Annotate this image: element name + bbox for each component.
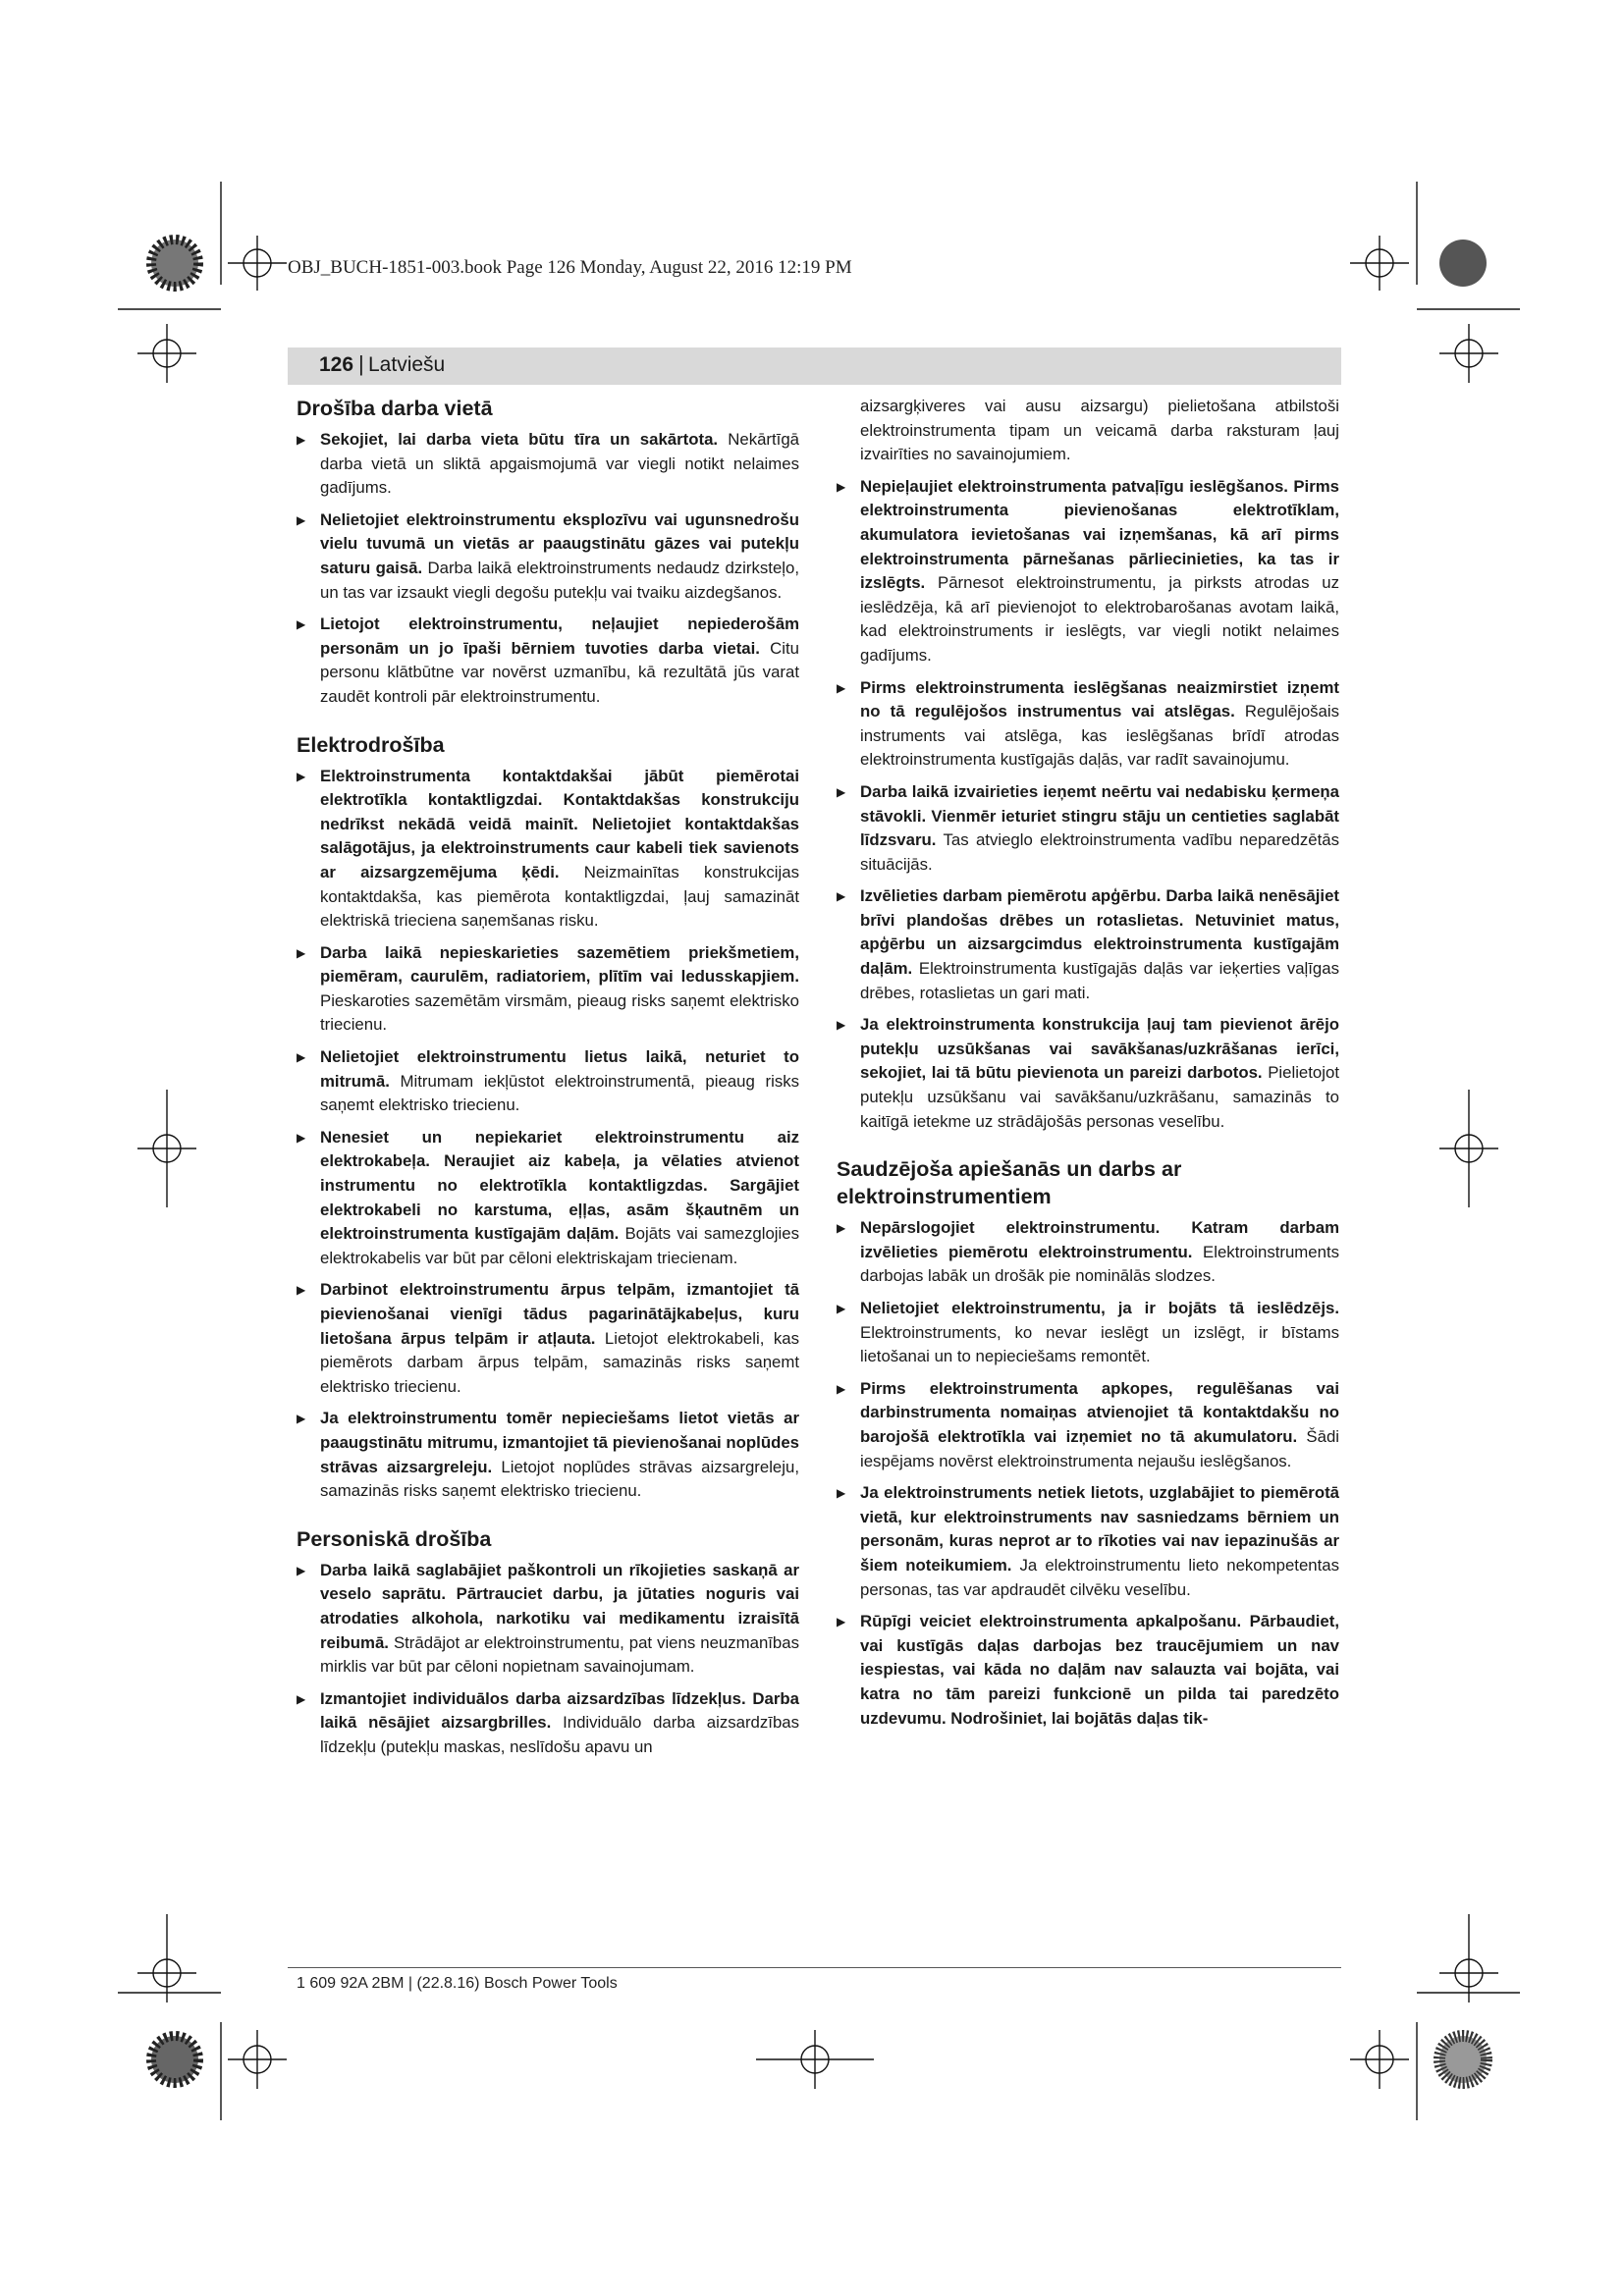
section-title: Drošība darba vietā	[297, 397, 493, 420]
item-text: Šādi iespējams novērst elektroinstrumenta nejaušu ieslēgšanos.	[860, 1426, 1340, 1470]
item-lead: Elektroinstrumenta kontaktdakšai jābūt piemērotai elektrotīkla kontaktligzdai. Kontaktdakšas konstrukciju nedrīkst nekādā veidā mainīt. Nelietojiet kontaktdakšas salāgotājus, ja elektroinstruments caur kabeli tiek savienots ar aizsargzemējuma ķēdi.	[320, 766, 799, 881]
list-item	[297, 1559, 799, 1680]
list-item	[297, 765, 799, 934]
item-lead: Nelietojiet elektroinstrumentu lietus laikā, neturiet to mitrumā.	[320, 1047, 799, 1091]
item-lead: Sekojiet, lai darba vieta būtu tīra un sakārtota.	[320, 430, 719, 449]
section-title: Elektrodrošība	[297, 732, 445, 757]
list-item	[837, 676, 1339, 773]
item-lead: Lietojot elektroinstrumentu, neļaujiet nepiederošām personām un jo īpaši bērniem tuvoties darba vietai.	[320, 614, 799, 658]
item-lead: Darba laikā izvairieties ieņemt neērtu vai nedabisku ķermeņa stāvokli. Vienmēr ieturiet stingru stāju un centieties saglabāt līdzsvaru.	[860, 781, 1339, 850]
list-item	[837, 884, 1339, 1005]
item-text: Tas atvieglo elektroinstrumenta vadību neparedzētās situācijās.	[860, 830, 1339, 874]
item-text: Ja elektroinstrumentu lieto nekompetentas personas, tas var apdraudēt cilvēku veselību.	[860, 1555, 1339, 1599]
list-item	[297, 428, 799, 501]
item-lead: Ja elektroinstruments netiek lietots, uzglabājiet to piemērotā vietā, kur elektroinstruments nav sasniedzams bērniem un personām, kuras neprot ar to rīkoties vai nav iepazinušās ar šiem noteikumiem.	[860, 1483, 1339, 1575]
item-text: Pieskaroties sazemētām virsmām, pieaug risks saņemt elektrisko triecienu.	[320, 990, 799, 1035]
list-item	[297, 1278, 799, 1399]
list-item	[297, 1126, 799, 1271]
item-text: Lietojot elektrokabeli, kas piemērots darbam ārpus telpām, samazinās risks saņemt elektrisko triecienu.	[320, 1328, 799, 1396]
list-item	[297, 1045, 799, 1118]
item-text: Nekārtīgā darba vietā un sliktā apgaismojumā var viegli notikt nelaimes gadījums.	[320, 430, 800, 498]
item-lead: Nelietojiet elektroinstrumentu eksplozīvu vai ugunsnedrošu vielu tuvumā un vietās ar paaugstinātu gāzes vai putekļu saturu gaisā.	[320, 509, 799, 577]
list-item	[297, 941, 799, 1038]
list-item	[297, 508, 799, 605]
item-lead: Nepieļaujiet elektroinstrumenta patvaļīgu ieslēgšanos. Pirms elektroinstrumenta pievienošanas elektrotīklam, akumulatora ievietošanas vai izņemšanas, kā arī pirms elektroinstrumenta pārnešanas pārliecinieties, ka tas ir izslēgts.	[860, 476, 1339, 593]
item-lead: Rūpīgi veiciet elektroinstrumenta apkalpošanu. Pārbaudiet, vai kustīgās daļas darbojas bez traucējumiem un nav iespiestas, vai kāda no daļām nav salauzta vai bojāta, vai katra no tām pareizi funkcionē un pilda tai paredzēto uzdevumu. Nodrošiniet, lai bojātās daļas tik-	[860, 1612, 1339, 1728]
item-lead: Darba laikā saglabājiet paškontroli un rīkojieties saskaņā ar veselo saprātu. Pārtrauciet darbu, ja jūtaties noguris vai atrodaties alkohola, narkotiku vai medikamentu izraisītā reibumā.	[320, 1560, 799, 1652]
item-lead: Nelietojiet elektroinstrumentu, ja ir bojāts tā ieslēdzējs.	[860, 1299, 1339, 1317]
item-text: Bojāts vai samezglojies elektrokabelis var būt par cēloni elektriskajam triecienam.	[320, 1224, 799, 1267]
item-lead: Izvēlieties darbam piemērotu apģērbu. Darba laikā nenēsājiet brīvi plandošas drēbes un rotaslietas. Netuviniet matus, apģērbu un aizsargcimdus elektroinstrumenta kustīgajām daļām.	[860, 886, 1339, 979]
item-lead: Darba laikā nepieskarieties sazemētiem priekšmetiem, piemēram, caurulēm, radiatoriem, plītīm vai ledusskapjiem.	[320, 942, 799, 987]
list-item	[297, 613, 799, 709]
list-item	[837, 1481, 1339, 1602]
header-language: Latviešu	[368, 353, 446, 376]
bullet-list	[297, 1559, 799, 1760]
section-title: Saudzējoša apiešanās un darbs ar elektroinstrumentiem	[837, 1157, 1182, 1209]
list-item	[837, 1610, 1339, 1731]
bullet-list	[297, 428, 799, 710]
header-separator: |	[358, 351, 364, 376]
item-text: Elektroinstrumenta kustīgajās daļās var ieķerties vaļīgas drēbes, rotaslietas un gari mati.	[860, 959, 1339, 1002]
list-item	[837, 1216, 1339, 1289]
list-item	[837, 1297, 1339, 1369]
bullet-list	[837, 475, 1339, 1134]
footer-rule	[288, 1967, 1341, 1968]
left-column	[297, 395, 799, 1768]
item-text: Elektroinstruments, ko nevar ieslēgt un izslēgt, ir bīstams lietošanai un to nepieciešams remontēt.	[860, 1322, 1339, 1366]
page-header	[288, 347, 1341, 385]
list-item	[837, 1013, 1339, 1134]
item-lead: Pirms elektroinstrumenta apkopes, regulēšanas vai darbinstrumenta nomaiņas atvienojiet tā kontaktdakšu no barojošā elektrotīkla vai izņemiet no tā akumulatoru.	[860, 1378, 1339, 1446]
item-text: Lietojot noplūdes strāvas aizsargreleju, samazinās risks saņemt elektrisko triecienu.	[320, 1457, 799, 1501]
item-lead: Darbinot elektroinstrumentu ārpus telpām, izmantojiet tā pievienošanai vienīgi tādus pagarinātājkabeļus, kuru lietošana ārpus telpām ir atļauta.	[320, 1280, 799, 1348]
list-item	[837, 475, 1339, 668]
section-title: Personiskā drošība	[297, 1526, 492, 1551]
item-text: Pielietojot putekļu uzsūkšanu vai savākšanu/uzkrāšanu, samazinās to kaitīgā ietekme uz strādājošās personas veselību.	[860, 1063, 1339, 1131]
item-text: Darba laikā elektroinstruments nedaudz dzirksteļo, un tas var izsaukt viegli degošu putekļu vai tvaiku aizdegšanos.	[320, 558, 800, 602]
item-lead: Nepārslogojiet elektroinstrumentu. Katram darbam izvēlieties piemērotu elektroinstrumentu.	[860, 1218, 1339, 1261]
item-text: Neizmainītas konstrukcijas kontaktdakša, kas piemērota kontaktligzdai, ļauj samazināt elektriskā trieciena saņemšanas risku.	[320, 862, 799, 931]
item-text: Elektroinstruments darbojas labāk un drošāk pie nominālās slodzes.	[860, 1242, 1340, 1286]
list-item	[297, 1407, 799, 1503]
item-lead: Izmantojiet individuālos darba aizsardzības līdzekļus. Darba laikā nēsājiet aizsargbrilles.	[320, 1688, 799, 1733]
item-text: Strādājot ar elektroinstrumentu, pat viens neuzmanības mirklis var būt par cēloni nopietnam savainojumam.	[320, 1632, 799, 1677]
item-text: Regulējošais instruments vai atslēga, kas ieslēgšanas brīdī atrodas elektroinstrumenta kustīgajās daļās, var radīt savainojumu.	[860, 702, 1340, 770]
item-lead: Pirms elektroinstrumenta ieslēgšanas neaizmirstiet izņemt no tā regulējošos instrumentus vai atslēgas.	[860, 677, 1339, 721]
bullet-list	[837, 1216, 1339, 1731]
item-text: Citu personu klātbūtne var novērst uzmanību, kā rezultātā jūs varat zaudēt kontroli pār elektroinstrumentu.	[320, 638, 800, 706]
item-lead: Nenesiet un nepiekariet elektroinstrumentu aiz elektrokabeļa. Neraujiet aiz kabeļa, ja vēlaties atvienot instrumentu no elektrotīkla kontaktligzdas. Sargājiet elektrokabeli no karstuma, eļļas, asām šķautnēm un elektroinstrumenta kustīgajām daļām.	[320, 1127, 799, 1244]
list-item	[297, 1687, 799, 1760]
print-info: OBJ_BUCH-1851-003.book Page 126 Monday, August 22, 2016 12:19 PM	[288, 257, 852, 278]
bullet-list	[297, 765, 799, 1504]
list-item	[837, 780, 1339, 877]
item-text: Pārnesot elektroinstrumentu, ja pirksts atrodas uz ieslēdzēja, kā arī pievienojot to elektrobarošanas avotam laikā, kad elektroinstruments ir ieslēgts, var viegli notikt nelaimes gadījums.	[860, 573, 1339, 665]
page-footer: 1 609 92A 2BM | (22.8.16) Bosch Power Tools	[297, 1975, 618, 1992]
item-lead: Ja elektroinstrumenta konstrukcija ļauj tam pievienot ārējo putekļu uzsūkšanas vai savākšanas/uzkrāšanas ierīci, sekojiet, lai tā būtu pievienota un pareizi darbotos.	[860, 1015, 1339, 1083]
right-column	[837, 395, 1339, 1738]
list-item	[837, 1377, 1339, 1473]
page-number: 126	[319, 353, 354, 376]
continued-text: aizsargķiveres vai ausu aizsargu) pielietošana atbilstoši elektroinstrumenta tipam un veicamā darba raksturam ļauj izvairīties no savainojumiem.	[860, 397, 1339, 464]
item-text: Individuālo darba aizsardzības līdzekļu (putekļu maskas, neslīdošu apavu un	[320, 1713, 799, 1756]
item-lead: Ja elektroinstrumentu tomēr nepieciešams lietot vietās ar paaugstinātu mitrumu, izmantojiet tā pievienošanai noplūdes strāvas aizsargreleju.	[320, 1409, 799, 1476]
item-text: Mitrumam iekļūstot elektroinstrumentā, pieaug risks saņemt elektrisko triecienu.	[320, 1071, 799, 1115]
